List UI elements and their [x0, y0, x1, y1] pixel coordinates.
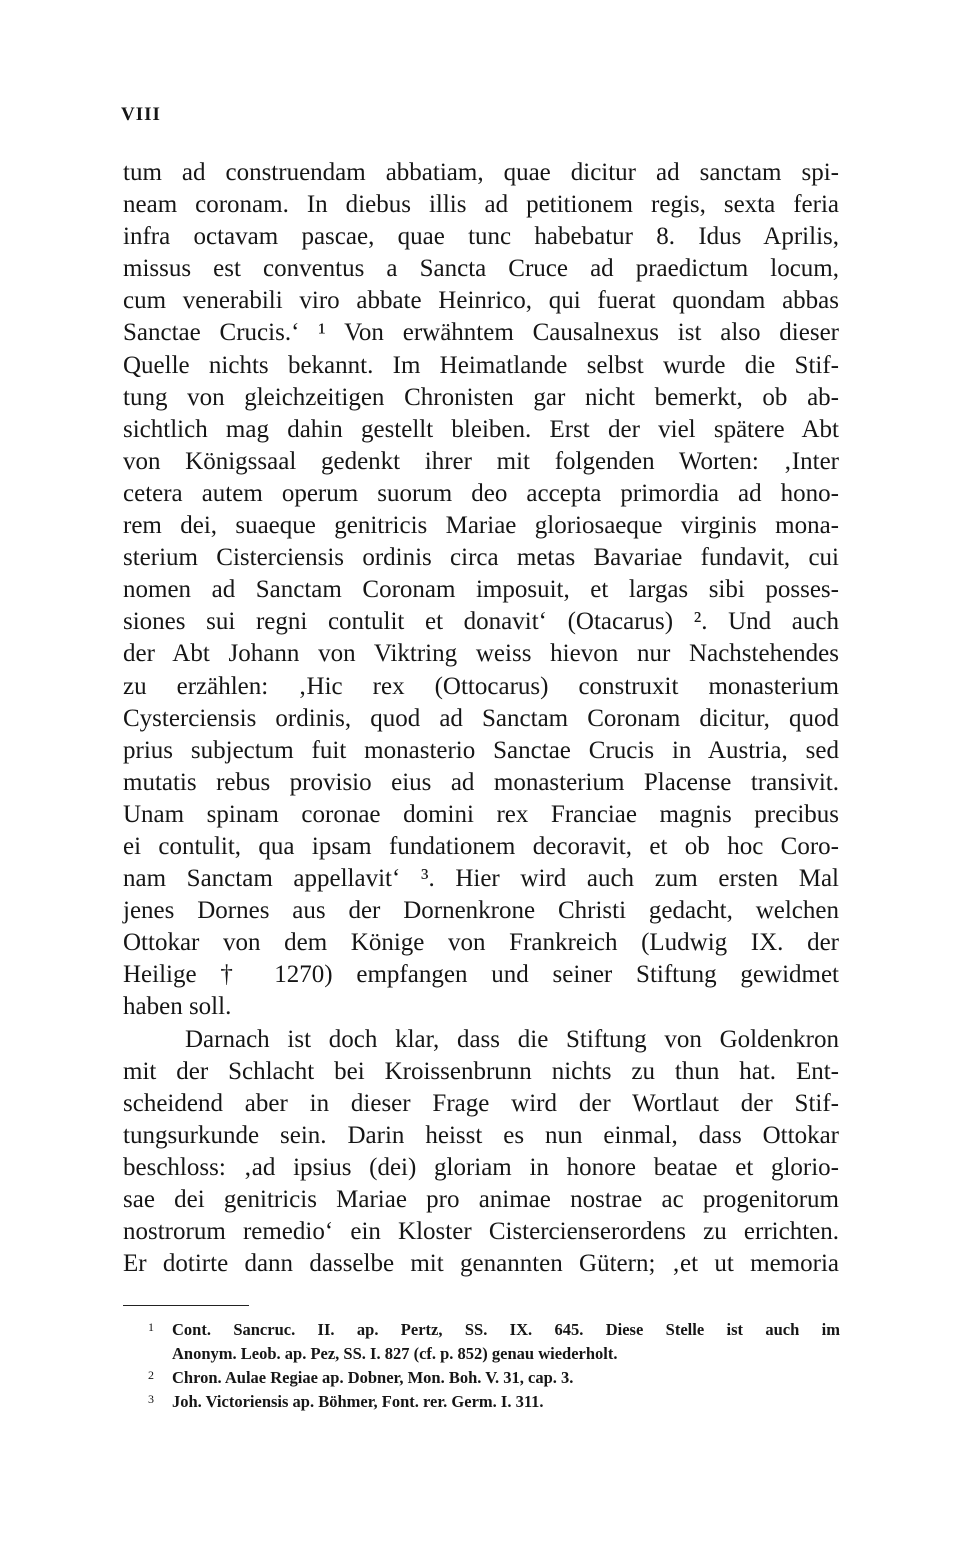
text-line: Cysterciensis ordinis, quod ad Sanctam Coronam dicitur, quod	[123, 704, 839, 732]
text-line: der Abt Johann von Viktring weiss hievon nur Nachstehendes	[123, 640, 839, 668]
footnote-1	[148, 1318, 840, 1342]
text-line: zu erzählen: ‚Hic rex (Ottocarus) construxit monasterium	[123, 672, 839, 700]
footnotes	[148, 1318, 840, 1414]
footnote-1-continuation: Anonym. Leob. ap. Pez, SS. I. 827 (cf. p. 852) genau wiederholt.	[172, 1344, 618, 1363]
text-line: sae dei genitricis Mariae pro animae nostrae ac progenitorum	[123, 1186, 839, 1213]
text-line: Quelle nichts bekannt. Im Heimatlande selbst wurde die Stif-	[123, 351, 839, 379]
footnote-marker: 3	[148, 1392, 154, 1406]
text-line: Unam spinam coronae domini rex Franciae magnis precibus	[123, 800, 839, 828]
text-line: Heilige † 1270) empfangen und seiner Stiftung gewidmet	[123, 961, 839, 989]
footnote-3	[148, 1390, 840, 1414]
text-line: jenes Dornes aus der Dornenkrone Christi gedacht, welchen	[123, 897, 839, 925]
page-number: VIII	[121, 104, 161, 125]
text-line: beschloss: ‚ad ipsius (dei) gloriam in honore beatae et glorio-	[123, 1153, 839, 1181]
text-line: Er dotirte dann dasselbe mit genannten Gütern; ‚et ut memoria	[123, 1250, 839, 1278]
footnote-text: Cont. Sancruc. II. ap. Pertz, SS. IX. 645. Diese Stelle ist auch im	[172, 1320, 840, 1339]
text-line: sterium Cisterciensis ordinis circa metas Bavariae fundavit, cui	[123, 544, 839, 572]
text-line: prius subjectum fuit monasterio Sanctae Crucis in Austria, sed	[123, 736, 839, 764]
text-line: ei contulit, qua ipsam fundationem decoravit, et ob hoc Coro-	[123, 832, 839, 860]
footnote-2	[148, 1366, 840, 1390]
text-line: tum ad construendam abbatiam, quae dicitur ad sanctam spi-	[123, 159, 839, 186]
text-line: tungsurkunde sein. Darin heisst es nun einmal, dass Ottokar	[123, 1121, 839, 1149]
text-line: infra octavam pascae, quae tunc habebatur 8. Idus Aprilis,	[123, 223, 839, 251]
footnote-marker: 1	[148, 1320, 154, 1334]
text-line: nostrorum remedio‘ ein Kloster Cistercienserordens zu errichten.	[123, 1218, 839, 1246]
text-line: nam Sanctam appellavit‘ ³. Hier wird auch zum ersten Mal	[123, 865, 839, 893]
footnote-text: Chron. Aulae Regiae ap. Dobner, Mon. Boh. V. 31, cap. 3.	[172, 1368, 574, 1387]
text-line: mutatis rebus provisio eius ad monasterium Placense transivit.	[123, 768, 839, 796]
text-line: haben soll.	[123, 993, 232, 1021]
text-line: cum venerabili viro abbate Heinrico, qui fuerat quondam abbas	[123, 287, 839, 315]
text-line: cetera autem operum suorum deo accepta primordia ad hono-	[123, 479, 839, 507]
text-line: siones sui regni contulit et donavit‘ (Otacarus) ². Und auch	[123, 608, 839, 636]
footnote-text: Joh. Victoriensis ap. Böhmer, Font. rer. Germ. I. 311.	[172, 1392, 544, 1411]
text-line: scheidend aber in dieser Frage wird der Wortlaut der Stif-	[123, 1089, 839, 1117]
text-line: nomen ad Sanctam Coronam imposuit, et largas sibi posses-	[123, 576, 839, 604]
text-line: Ottokar von dem Könige von Frankreich (Ludwig IX. der	[123, 929, 839, 957]
text-line: missus est conventus a Sancta Cruce ad praedictum locum,	[123, 255, 839, 283]
footnote-marker: 2	[148, 1368, 154, 1382]
body-text	[123, 157, 839, 1280]
text-line: Sanctae Crucis.‘ ¹ Von erwähntem Causalnexus ist also dieser	[123, 319, 839, 347]
text-line: neam coronam. In diebus illis ad petitionem regis, sexta feria	[123, 191, 839, 219]
text-line: sichtlich mag dahin gestellt bleiben. Erst der viel spätere Abt	[123, 415, 839, 443]
paragraph-start-line: Darnach ist doch klar, dass die Stiftung von Goldenkron	[185, 1025, 839, 1053]
text-line: rem dei, suaeque genitricis Mariae gloriosaeque virginis mona-	[123, 512, 839, 540]
text-line: mit der Schlacht bei Kroissenbrunn nichts zu thun hat. Ent-	[123, 1057, 839, 1085]
text-line: tung von gleichzeitigen Chronisten gar nicht bemerkt, ob ab-	[123, 383, 839, 411]
footnote-divider	[123, 1305, 249, 1306]
text-line: von Königssaal gedenkt ihrer mit folgenden Worten: ‚Inter	[123, 447, 839, 475]
